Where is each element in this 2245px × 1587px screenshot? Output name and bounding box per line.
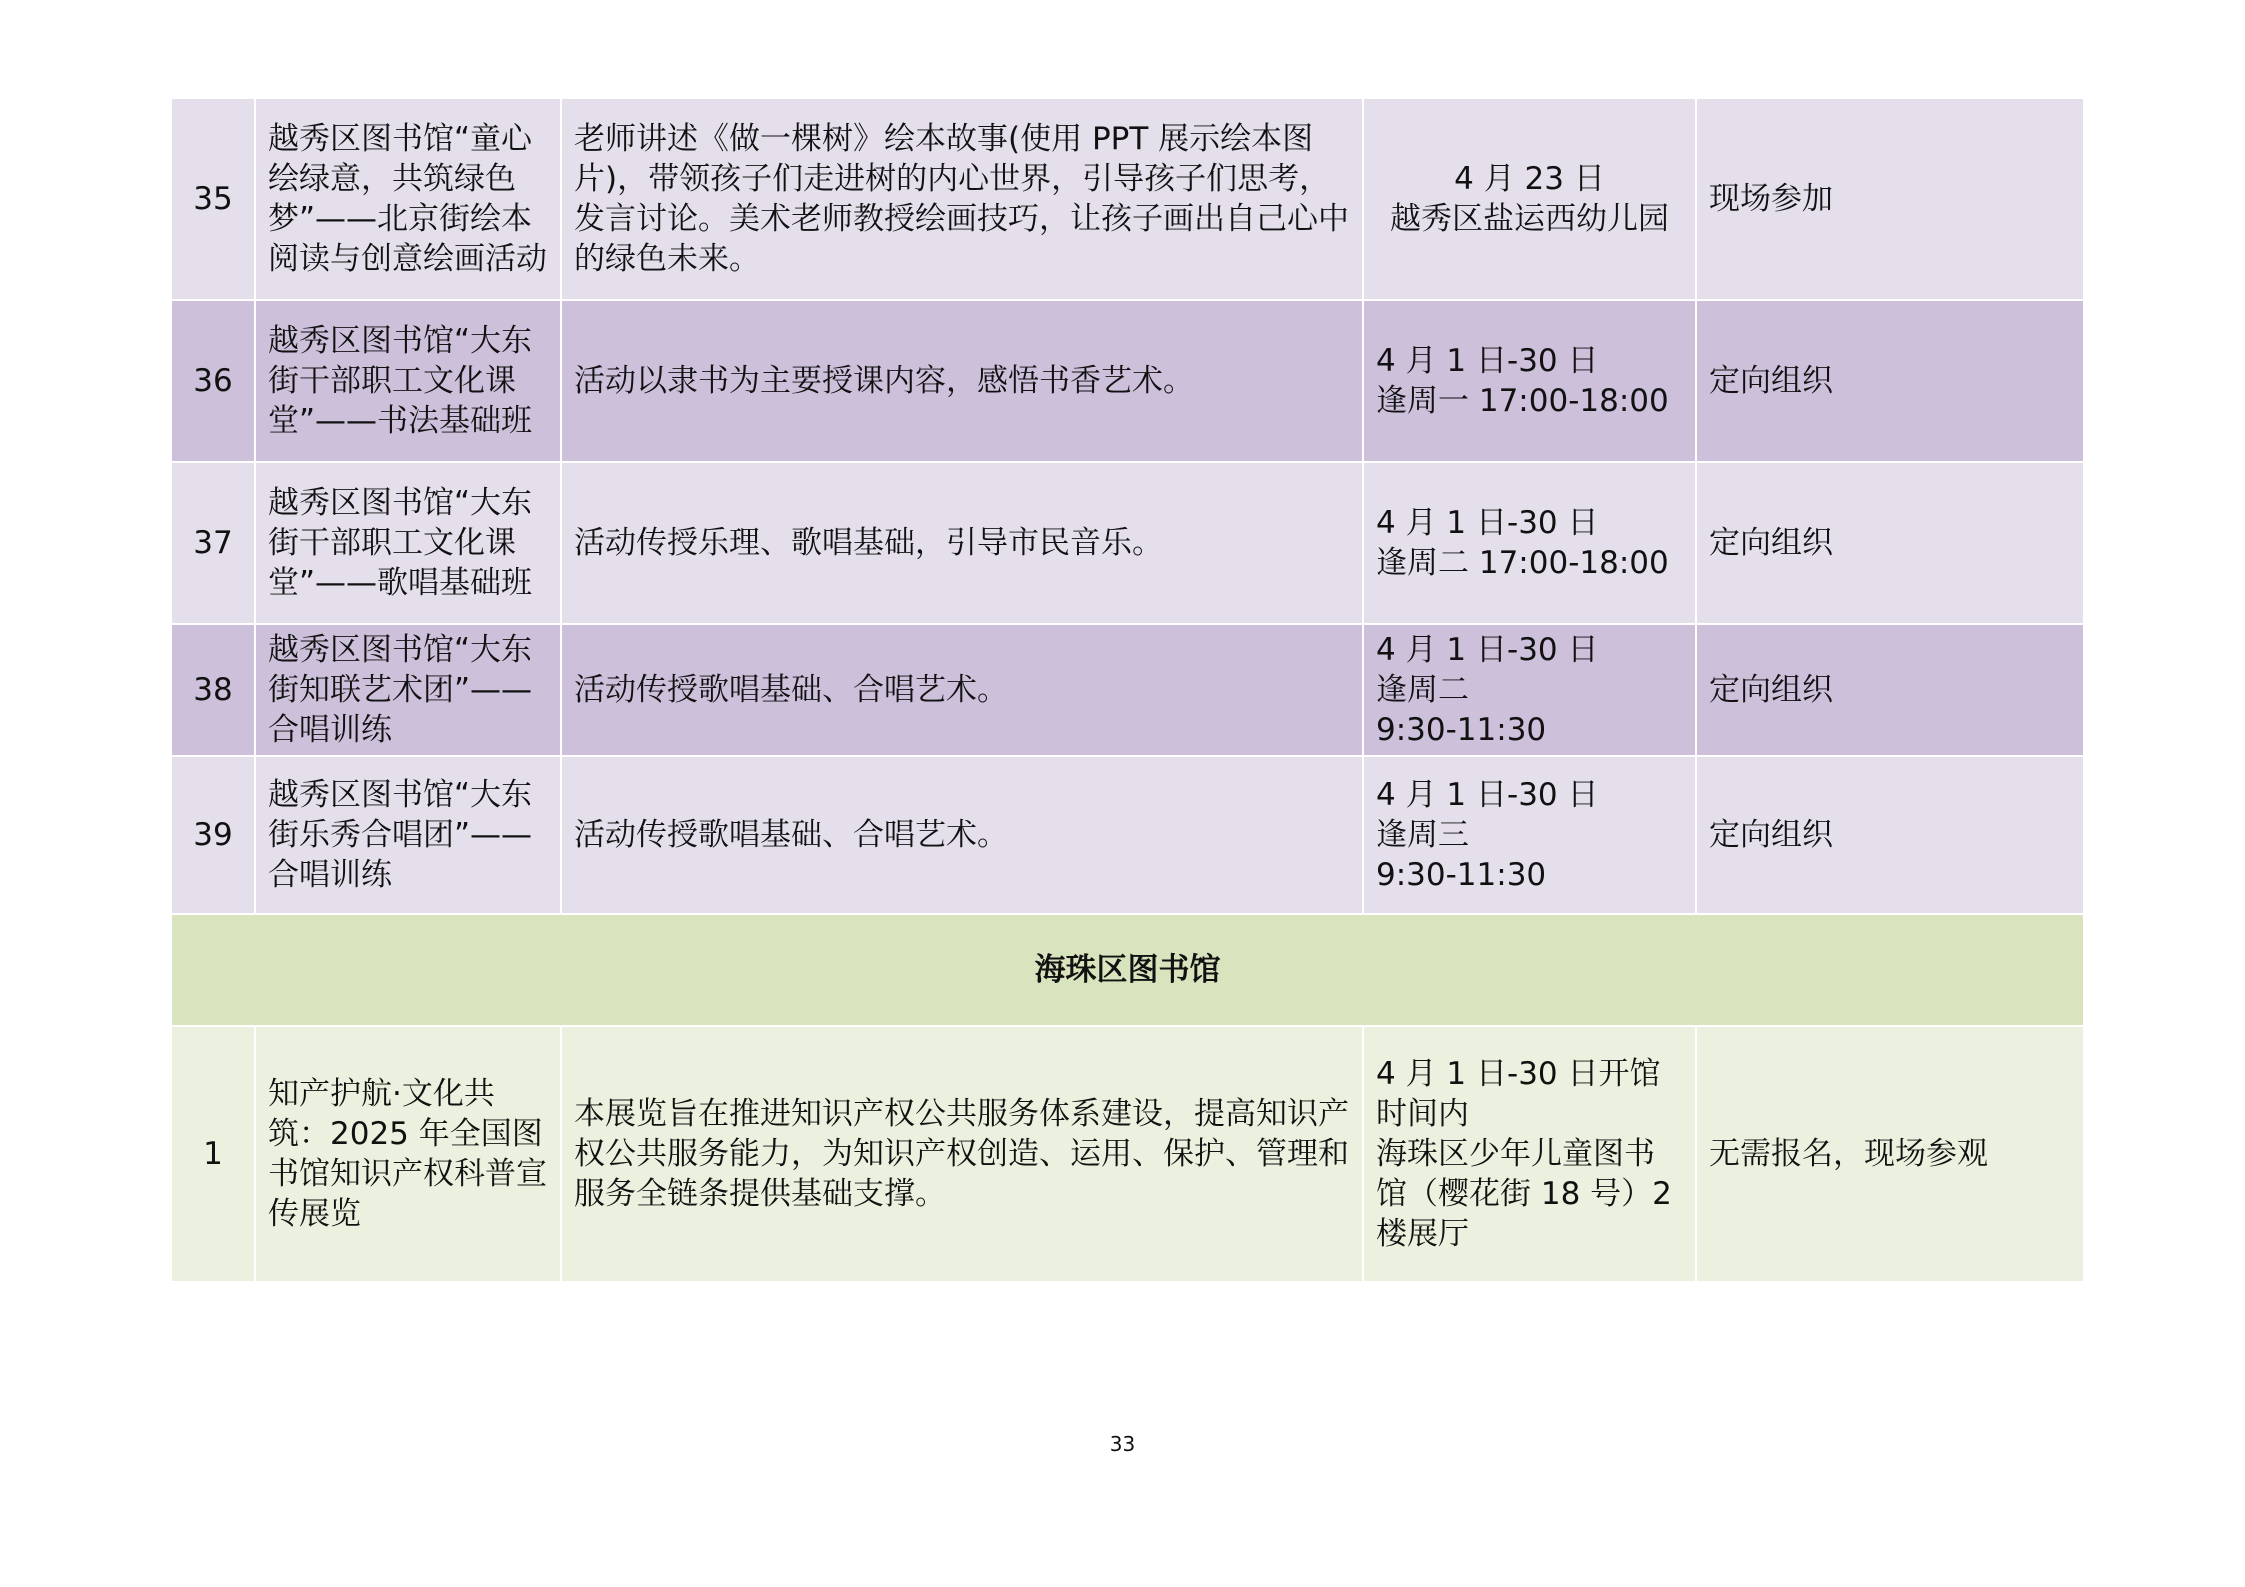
row-number: 36 [171,300,255,462]
table-row [171,300,2084,462]
table-row [171,624,2084,756]
event-description: 活动传授歌唱基础、合唱艺术。 [561,624,1363,756]
event-time [1363,462,1696,624]
event-time [1363,98,1696,300]
event-description: 本展览旨在推进知识产权公共服务体系建设，提高知识产权公共服务能力，为知识产权创造、运用、保护、管理和服务全链条提供基础支撑。 [561,1026,1363,1282]
section-title: 海珠区图书馆 [171,914,2084,1026]
event-name: 越秀区图书馆“大东街干部职工文化课堂”——书法基础班 [255,300,561,462]
row-number: 1 [171,1026,255,1282]
event-weekday: 逢周三 [1376,817,1469,853]
event-date: 4 月 1 日-30 日开馆时间内 [1376,1056,1661,1132]
participation-mode: 无需报名，现场参观 [1696,1026,2084,1282]
event-description: 活动以隶书为主要授课内容，感悟书香艺术。 [561,300,1363,462]
event-date: 4 月 23 日 [1454,161,1605,197]
event-name: 越秀区图书馆“大东街干部职工文化课堂”——歌唱基础班 [255,462,561,624]
participation-mode: 定向组织 [1696,756,2084,914]
table-row [171,462,2084,624]
event-name: 知产护航·文化共筑：2025 年全国图书馆知识产权科普宣传展览 [255,1026,561,1282]
event-date: 4 月 1 日-30 日 [1376,777,1599,813]
event-hours: 9:30-11:30 [1376,857,1547,893]
event-date: 4 月 1 日-30 日 [1376,632,1599,668]
participation-mode: 定向组织 [1696,300,2084,462]
event-name: 越秀区图书馆“童心绘绿意，共筑绿色梦”——北京街绘本阅读与创意绘画活动 [255,98,561,300]
event-description: 活动传授乐理、歌唱基础，引导市民音乐。 [561,462,1363,624]
page-number: 33 [1109,1432,1136,1456]
event-hours: 9:30-11:30 [1376,712,1547,748]
table-row [171,756,2084,914]
event-description: 老师讲述《做一棵树》绘本故事(使用 PPT 展示绘本图片)，带领孩子们走进树的内心世界，引导孩子们思考，发言讨论。美术老师教授绘画技巧，让孩子画出自己心中的绿色未来。 [561,98,1363,300]
table-row [171,1026,2084,1282]
event-location: 越秀区盐运西幼儿园 [1390,201,1669,237]
event-description: 活动传授歌唱基础、合唱艺术。 [561,756,1363,914]
event-schedule: 逢周一 17:00-18:00 [1376,383,1669,419]
row-number: 37 [171,462,255,624]
event-name: 越秀区图书馆“大东街乐秀合唱团”——合唱训练 [255,756,561,914]
row-number: 35 [171,98,255,300]
row-number: 38 [171,624,255,756]
event-time [1363,624,1696,756]
event-date: 4 月 1 日-30 日 [1376,505,1599,541]
event-weekday: 逢周二 [1376,672,1469,708]
event-name: 越秀区图书馆“大东街知联艺术团”——合唱训练 [255,624,561,756]
event-time [1363,1026,1696,1282]
participation-mode: 现场参加 [1696,98,2084,300]
event-location: 海珠区少年儿童图书馆（樱花街 18 号）2 楼展厅 [1376,1136,1672,1252]
row-number: 39 [171,756,255,914]
event-schedule: 逢周二 17:00-18:00 [1376,545,1669,581]
table-row [171,98,2084,300]
event-time [1363,756,1696,914]
participation-mode: 定向组织 [1696,462,2084,624]
events-table [170,97,2085,1283]
event-date: 4 月 1 日-30 日 [1376,343,1599,379]
participation-mode: 定向组织 [1696,624,2084,756]
section-header-row [171,914,2084,1026]
event-time [1363,300,1696,462]
